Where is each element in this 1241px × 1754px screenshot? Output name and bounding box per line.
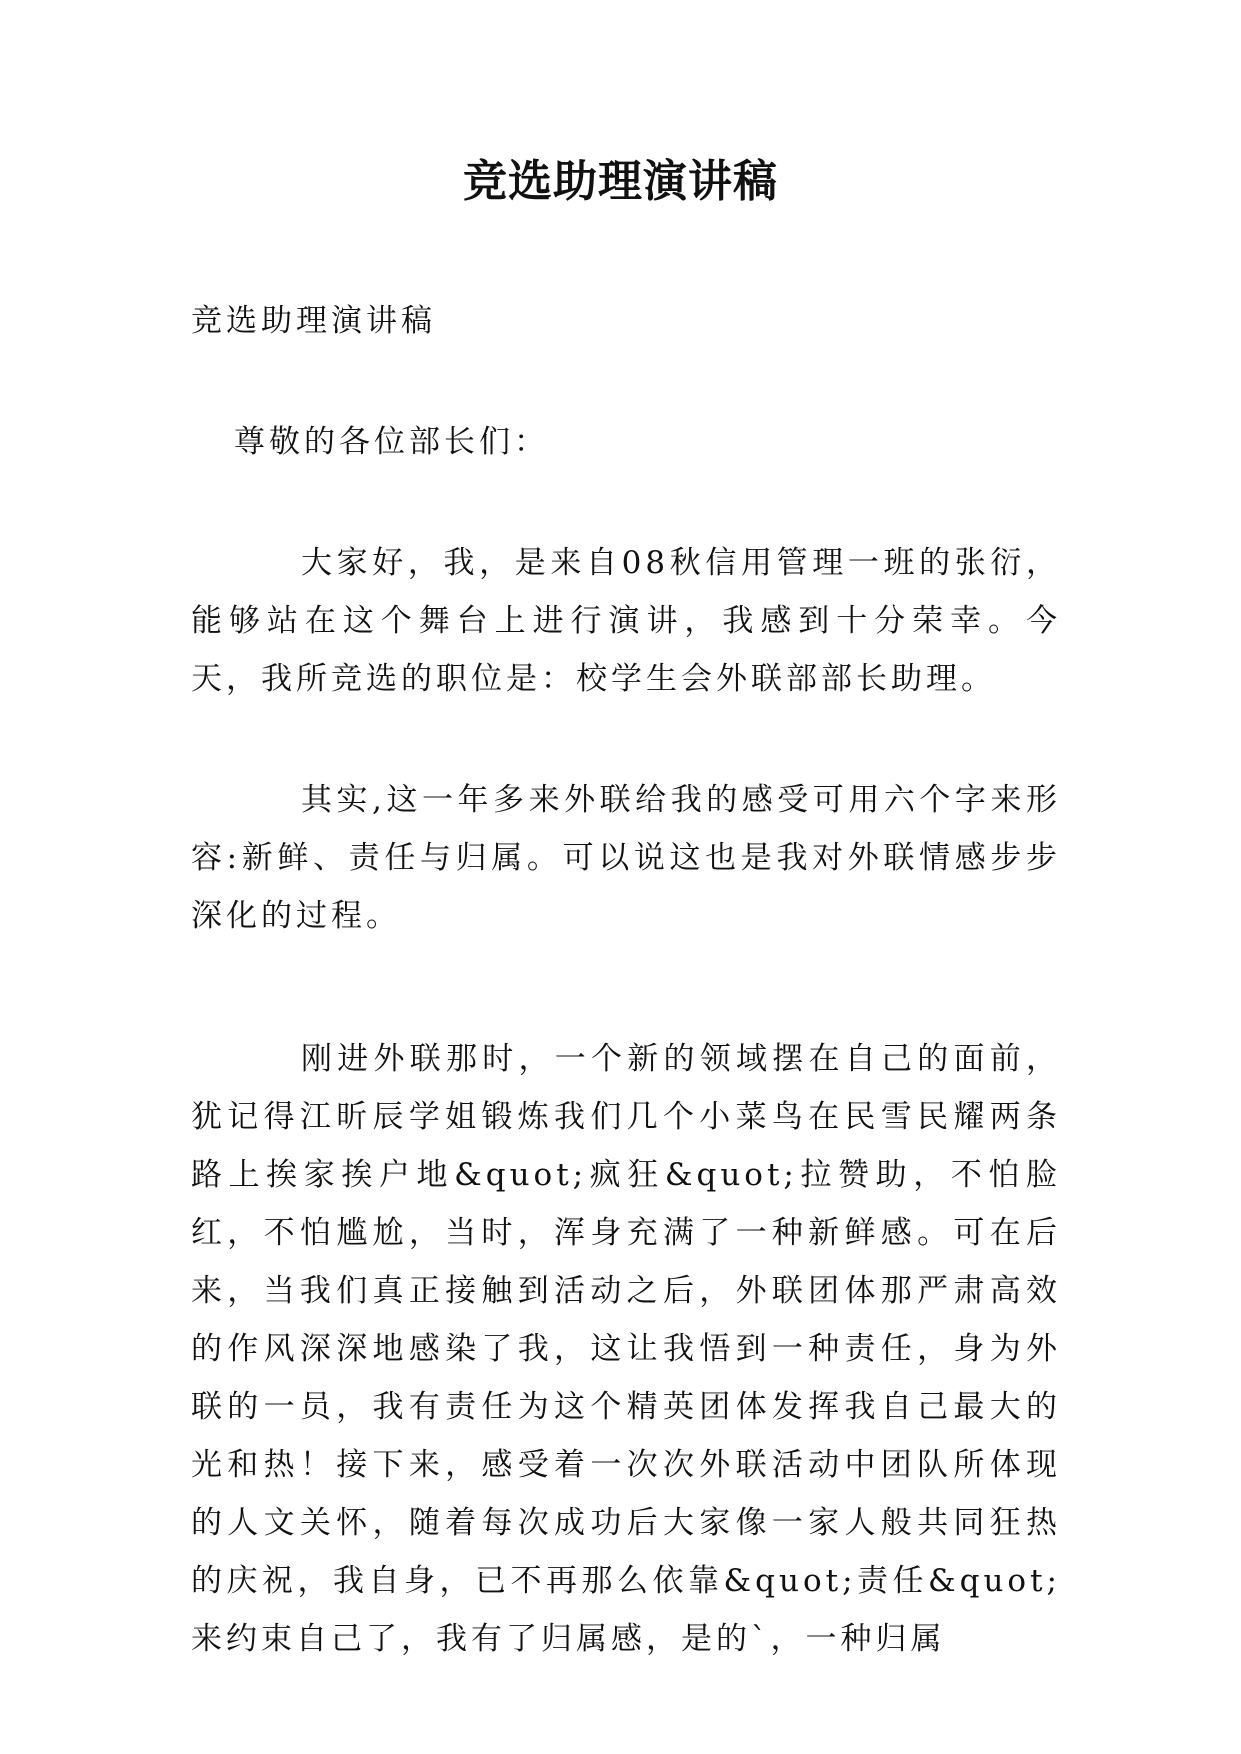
document-subtitle: 竞选助理演讲稿: [191, 303, 436, 339]
paragraph-1: 大家好，我，是来自08秋信用管理一班的张衍，能够站在这个舞台上进行演讲，我感到十分荣幸。今天，我所竞选的职位是：校学生会外联部部长助理。: [191, 545, 1061, 697]
document-body: [191, 292, 1061, 1668]
paragraph-2: 其实,这一年多来外联给我的感受可用六个字来形容:新鲜、责任与归属。可以说这也是我对外联情感步步深化的过程。: [191, 782, 1061, 934]
paragraph-3: 刚进外联那时，一个新的领域摆在自己的面前，犹记得江昕辰学姐锻炼我们几个小菜鸟在民雪民耀两条路上挨家挨户地&quot;疯狂&quot;拉赞助，不怕脸红，不怕尴尬，当时，浑身充满了一种新鲜感。可在后来，当我们真正接触到活动之后，外联团体那严肃高效的作风深深地感染了我，这让我悟到一种责任，身为外联的一员，我有责任为这个精英团体发挥我自己最大的光和热！接下来，感受着一次次外联活动中团队所体现的人文关怀，随着每次成功后大家像一家人般共同狂热的庆祝，我自身，已不再那么依靠&quot;责任&quot;来约束自己了，我有了归属感，是的`，一种归属: [191, 1041, 1061, 1657]
salutation: 尊敬的各位部长们：: [234, 424, 549, 460]
document-title: 竞选助理演讲稿: [463, 156, 778, 207]
